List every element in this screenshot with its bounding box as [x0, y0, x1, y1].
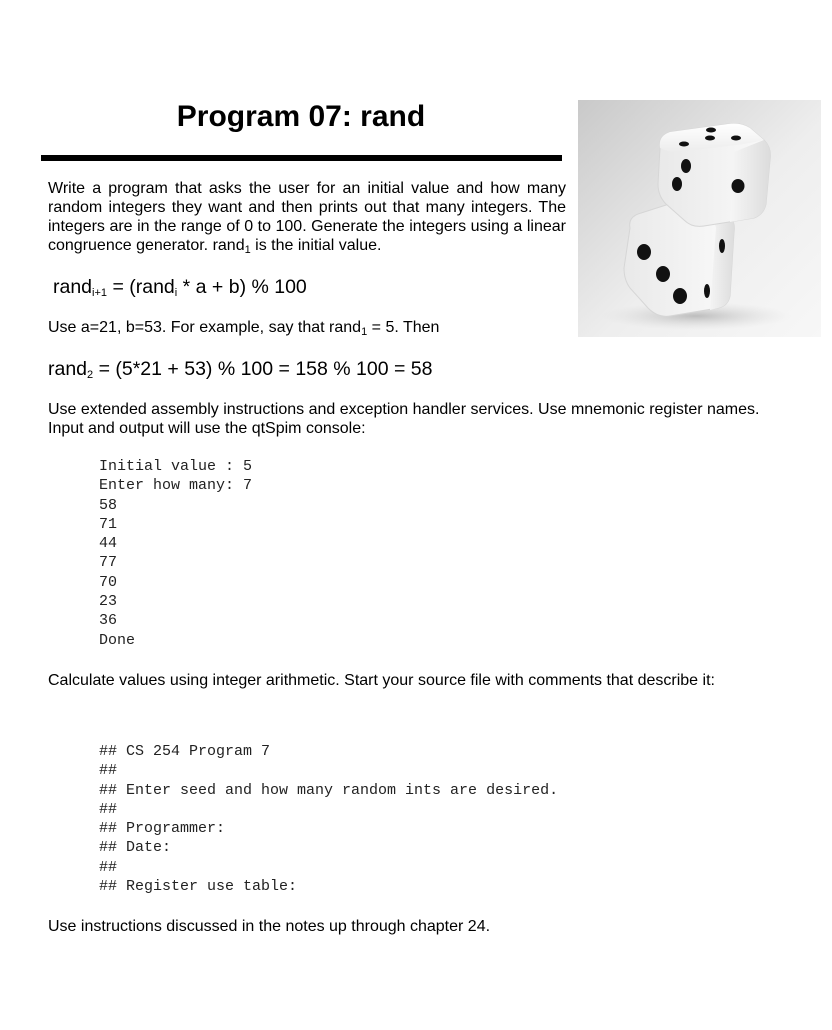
formula2-rhs: = (5*21 + 53) % 100 = 158 % 100 = 58: [93, 358, 433, 380]
dice-image: [578, 100, 821, 337]
console-line: 23: [99, 593, 118, 611]
console-line: 58: [99, 496, 118, 514]
recurrence-formula: [53, 276, 307, 298]
formula1-mid: = (rand: [107, 276, 175, 298]
console-line: 70: [99, 573, 118, 591]
formula2-subscript: 2: [87, 369, 94, 381]
title-divider: [41, 155, 562, 161]
console-line: 77: [99, 554, 118, 572]
instructions-paragraph: Use extended assembly instructions and exception handler services. Use mnemonic register names. Input and output will use the qtSpim console:: [48, 401, 760, 437]
example-subscript: 1: [361, 326, 368, 338]
example-line: [48, 318, 439, 337]
intro-rand-subscript: 1: [244, 244, 251, 256]
comment-line: ##: [99, 858, 118, 876]
formula1-mid-subscript: i: [174, 287, 178, 299]
console-line: 36: [99, 612, 118, 630]
console-output: [99, 457, 252, 650]
formula2-lhs: rand: [48, 358, 88, 380]
console-line: 71: [99, 515, 118, 533]
example-formula: [48, 358, 433, 380]
console-line: Done: [99, 631, 136, 649]
footer-note: Use instructions discussed in the notes up through chapter 24.: [48, 918, 491, 935]
comment-line: ## Register use table:: [99, 878, 298, 896]
calculate-paragraph: Calculate values using integer arithmetic. Start your source file with comments that describe it:: [48, 672, 715, 689]
comment-line: ## Programmer:: [99, 820, 226, 838]
intro-text: Write a program that asks the user for an initial value and how many random integers they want and then prints out that many integers. The integers are in the range of 0 to 100. Generate the integers using a linear congruence generator.: [48, 180, 566, 254]
comment-line: ## Date:: [99, 839, 172, 857]
intro-rand: rand: [212, 237, 245, 254]
comment-line: ## CS 254 Program 7: [99, 743, 271, 760]
formula1-rhs: * a + b) % 100: [177, 276, 307, 298]
comment-line: ## Enter seed and how many random ints are desired.: [99, 781, 559, 799]
comment-block: [99, 742, 558, 896]
console-line: 44: [99, 535, 118, 553]
intro-paragraph: [48, 179, 566, 255]
comment-line: ##: [99, 762, 118, 780]
page-title: Program 07: rand: [176, 100, 426, 133]
comment-line: ##: [99, 800, 118, 818]
formula1-lhs: rand: [53, 276, 93, 298]
intro-rest: is the initial value.: [250, 237, 382, 254]
example-prefix: Use a=21, b=53. For example, say that rand: [48, 319, 362, 336]
console-line: Initial value : 5: [99, 458, 253, 475]
console-line: Enter how many: 7: [99, 477, 253, 495]
example-suffix: = 5. Then: [367, 319, 440, 336]
formula1-lhs-subscript: i+1: [92, 287, 108, 299]
